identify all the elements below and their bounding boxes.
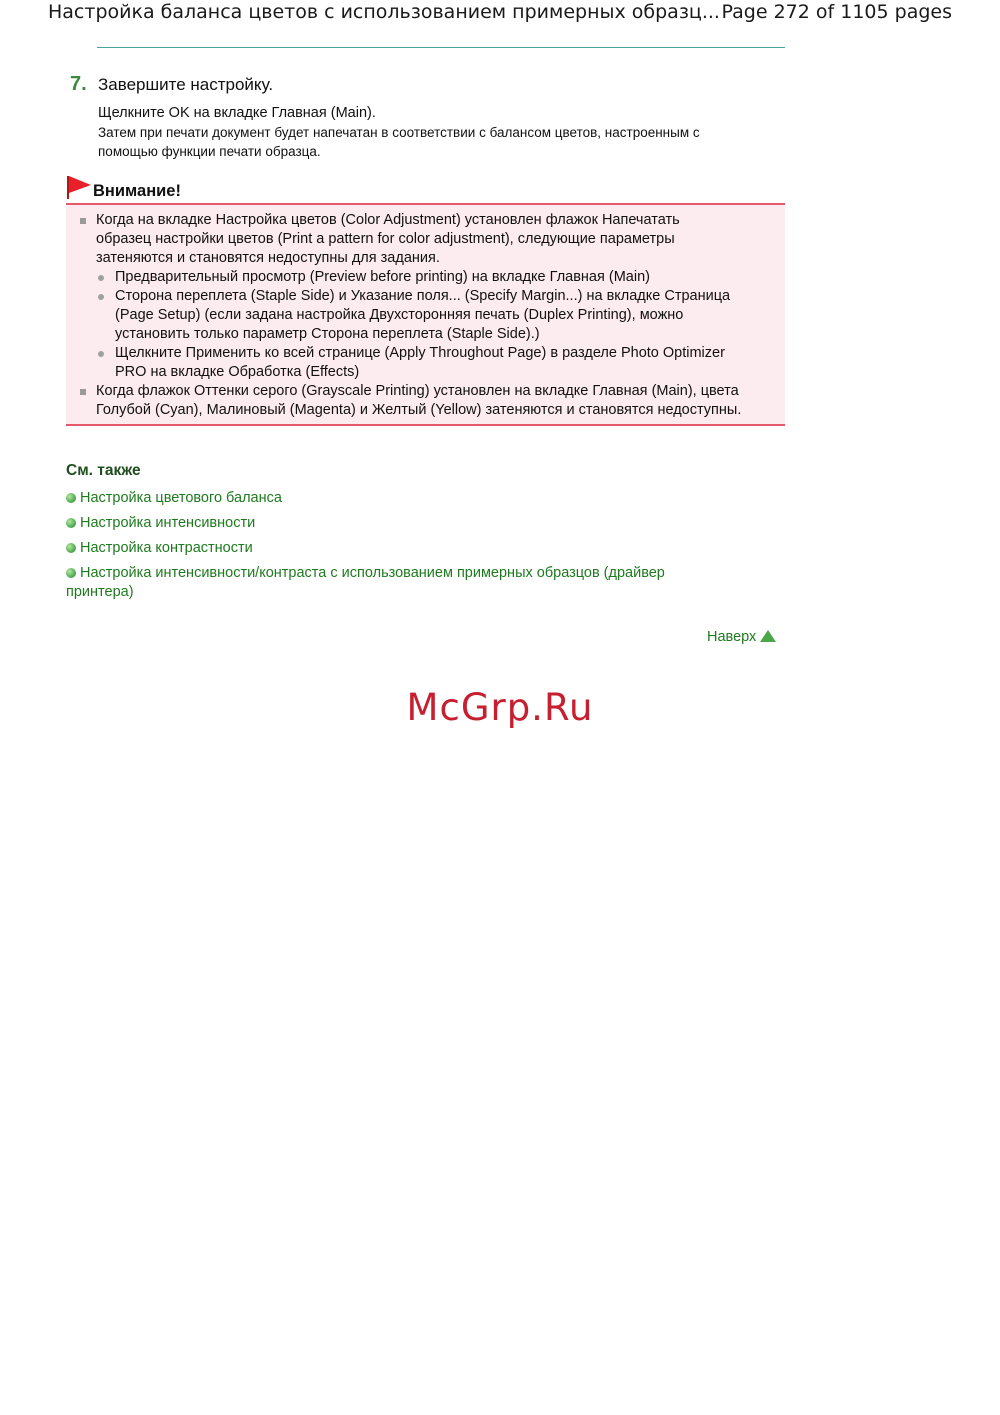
attention-subitem-line: установить только параметр Сторона переплета (Staple Side).) [115, 326, 540, 342]
round-bullet-icon [98, 275, 104, 281]
watermark: McGrp.Ru [406, 686, 594, 729]
page-header-title: Настройка баланса цветов с использованием примерных образц... [48, 1, 720, 23]
green-bullet-icon [66, 568, 76, 578]
attention-item-line: Когда флажок Оттенки серого (Grayscale Printing) установлен на вкладке Главная (Main), цвета [96, 383, 739, 399]
green-bullet-icon [66, 493, 76, 503]
step-line: помощью функции печати образца. [98, 144, 321, 159]
attention-item-line: Голубой (Cyan), Малиновый (Magenta) и Желтый (Yellow) затеняются и становятся недоступны. [96, 402, 742, 418]
see-also-link-contrast[interactable] [66, 539, 253, 558]
green-bullet-icon [66, 518, 76, 528]
back-to-top-label[interactable]: Наверх [707, 629, 757, 645]
back-to-top-link[interactable] [707, 629, 776, 645]
round-bullet-icon [98, 294, 104, 300]
square-bullet-icon [80, 389, 86, 395]
attention-subitem-line: PRO на вкладке Обработка (Effects) [115, 364, 360, 380]
attention-flag-icon [66, 175, 92, 199]
attention-item-line: Когда на вкладке Настройка цветов (Color Adjustment) установлен флажок Напечатать [96, 212, 680, 228]
attention-item-line: образец настройки цветов (Print a pattern for color adjustment), следующие параметры [96, 231, 675, 247]
step-number: 7. [70, 73, 87, 95]
see-also-link-color-balance[interactable] [66, 489, 282, 508]
square-bullet-icon [80, 218, 86, 224]
attention-subitem-line: Предварительный просмотр (Preview before printing) на вкладке Главная (Main) [115, 269, 650, 285]
see-also-link-label[interactable]: Настройка интенсивности [80, 515, 256, 531]
green-bullet-icon [66, 543, 76, 553]
step-body [98, 104, 778, 161]
see-also-link-label[interactable]: Настройка контрастности [80, 540, 253, 556]
up-arrow-icon[interactable] [760, 630, 776, 642]
round-bullet-icon [98, 351, 104, 357]
see-also-link-label[interactable]: принтера) [66, 584, 134, 600]
attention-box [66, 203, 785, 426]
step-line: Щелкните OK на вкладке Главная (Main). [98, 105, 376, 121]
see-also-link-label[interactable]: Настройка интенсивности/контраста с использованием примерных образцов (драйвер [80, 565, 665, 581]
see-also-link-intensity-contrast-pattern[interactable] [66, 564, 665, 602]
attention-item-line: затеняются и становятся недоступны для задания. [96, 250, 440, 266]
step-title: Завершите настройку. [98, 75, 274, 94]
attention-subitem-line: (Page Setup) (если задана настройка Двухсторонняя печать (Duplex Printing), можно [115, 307, 684, 323]
header-divider [97, 47, 785, 48]
see-also-title: См. также [66, 462, 141, 479]
attention-title: Внимание! [93, 182, 181, 200]
step-line: Затем при печати документ будет напечатан в соответствии с балансом цветов, настроенным с [98, 125, 700, 140]
attention-subitem-line: Сторона переплета (Staple Side) и Указание поля... (Specify Margin...) на вкладке Страница [115, 288, 731, 304]
see-also-link-label[interactable]: Настройка цветового баланса [80, 490, 282, 506]
attention-subitem-line: Щелкните Применить ко всей странице (Apply Throughout Page) в разделе Photo Optimizer [115, 345, 725, 361]
page-number: Page 272 of 1105 pages [721, 1, 952, 23]
see-also-link-intensity[interactable] [66, 514, 255, 533]
